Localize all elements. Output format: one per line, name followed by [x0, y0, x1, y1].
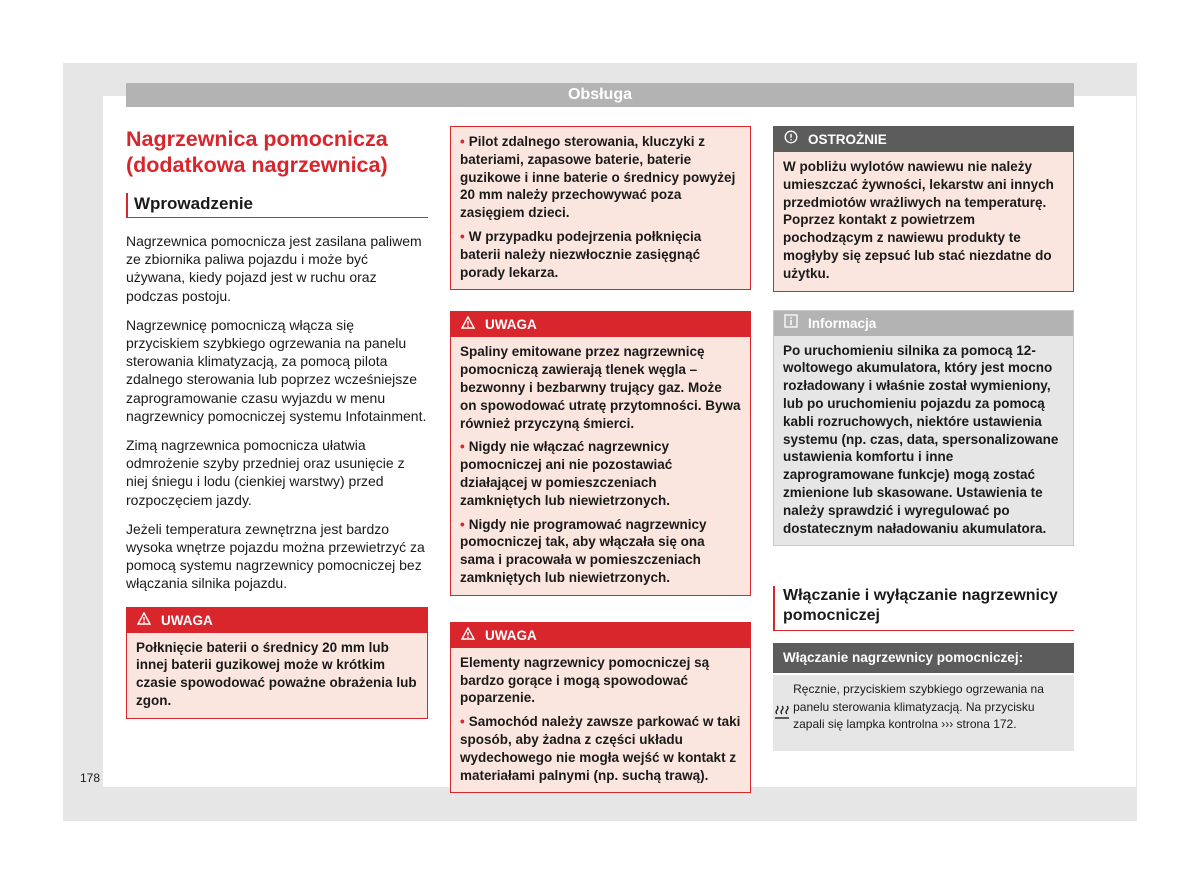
info-label: Informacja — [808, 315, 877, 331]
bullet-icon: • — [460, 714, 465, 730]
page-title: Nagrzewnica pomocnicza (dodatkowa nagrzewnica) — [126, 127, 388, 177]
warning-continued-body — [451, 127, 750, 289]
warning-body — [451, 648, 750, 793]
bullet-item: • Pilot zdalnego sterowania, kluczyki z bateriami, zapasowe baterie, baterie guzikowe i inne baterie o średnicy powyżej 20 mm należy przechowywać poza zasięgiem dzieci. — [460, 134, 736, 221]
paragraph: Zimą nagrzewnica pomocnicza ułatwia odmrożenie szyby przedniej oraz usunięcie z niej śniegu i lodu (cienkiej warstwy) przed rozpoczęciem jazdy. — [126, 437, 405, 508]
paragraph: Nagrzewnica pomocnicza jest zasilana paliwem ze zbiornika paliwa pojazdu i może być używana, kiedy pojazd jest w ruchu oraz podczas postoju. — [126, 233, 422, 304]
column-3 — [773, 126, 1074, 751]
bullet-icon: • — [460, 134, 465, 149]
info-icon — [784, 311, 800, 336]
section-heading-switching: Włączanie i wyłączanie nagrzewnicy pomocniczej — [773, 586, 1074, 631]
info-header — [774, 311, 1073, 336]
warning-triangle-icon — [137, 608, 153, 633]
action-header: Włączanie nagrzewnicy pomocniczej: — [773, 643, 1074, 673]
info-body — [774, 336, 1073, 546]
action-row — [773, 675, 1074, 751]
warning-label: UWAGA — [161, 612, 213, 628]
bullet-item: • Nigdy nie programować nagrzewnicy pomocniczej tak, aby włączała się ona sama i pracowała w pomieszczeniach zamkniętych lub niewietrzonych. — [460, 516, 707, 585]
warning-body — [127, 633, 427, 718]
warning-header — [451, 312, 750, 337]
warning-triangle-icon — [461, 623, 477, 648]
caution-text: W pobliżu wylotów nawiewu nie należy umieszczać żywności, lekarstw ani innych przedmiotów wrażliwych na temperaturę. Poprzez kontakt z powietrzem pochodzącym z nawiewu produkty te mogłyby się zepsuć lub stać niezdatne do użytku. — [783, 159, 1054, 281]
paragraph: Jeżeli temperatura zewnętrzna jest bardzo wysoka wnętrze pojazdu można przewietrzyć za pomocą systemu nagrzewnicy pomocniczej bez włączania silnika pojazdu. — [126, 520, 425, 592]
caution-header — [774, 127, 1073, 152]
warning-box-hot-parts — [450, 622, 751, 794]
caution-box — [773, 126, 1074, 292]
caution-body — [774, 152, 1073, 291]
page-number: 178 — [80, 771, 101, 785]
warning-intro: Spaliny emitowane przez nagrzewnicę pomocniczą zawierają tlenek węgla – bezwonny i bezbarwny trujący gaz. Może on spowodować utratę przytomności. Bywa również przyczyną śmierci. — [460, 344, 741, 431]
heating-icon — [773, 675, 791, 751]
bullet-icon: • — [460, 516, 465, 532]
action-text: Ręcznie, przyciskiem szybkiego ogrzewania na panelu sterowania klimatyzacją. Na przycisku zapali się lampka kontrolna ››› strona 172. — [793, 682, 1044, 732]
warning-text: Połknięcie baterii o średnicy 20 mm lub innej baterii guzikowej może w krótkim czasie spowodować poważne obrażenia lub zgon. — [136, 639, 417, 709]
bullet-icon: • — [460, 228, 465, 244]
warning-label: UWAGA — [485, 627, 537, 643]
warning-box — [126, 607, 428, 719]
caution-label: OSTROŻNIE — [808, 132, 887, 147]
warning-triangle-icon — [461, 312, 477, 337]
bullet-icon: • — [460, 439, 465, 455]
warning-body — [451, 337, 750, 594]
warning-header — [127, 608, 427, 633]
warning-box-exhaust — [450, 311, 751, 595]
column-1 — [126, 126, 428, 736]
column-2 — [450, 126, 751, 810]
info-box — [773, 310, 1074, 547]
paragraph: Nagrzewnicę pomocniczą włącza się przyciskiem szybkiego ogrzewania na panelu sterowania klimatyzacją, za pomocą pilota zdalnego sterowania lub poprzez wcześniejsze zaprogramowanie czasu wyjazdu w menu nagrzewnicy pomocniczej systemu Infotainment. — [126, 316, 427, 424]
bullet-item: • W przypadku podejrzenia połknięcia baterii należy niezwłocznie zasięgnąć porady lekarza. — [460, 228, 702, 280]
warning-header — [451, 623, 750, 648]
warning-intro: Elementy nagrzewnicy pomocniczej są bardzo gorące i mogą spowodować poparzenie. — [460, 654, 710, 706]
warning-label: UWAGA — [485, 317, 537, 333]
section-header: Obsługa — [126, 83, 1074, 107]
section-heading-intro: Wprowadzenie — [126, 193, 428, 218]
bullet-item: • Samochód należy zawsze parkować w taki sposób, aby żadna z części układu wydechowego nie mogła wejść w kontakt z materiałami palnymi (np. suchą trawą). — [460, 714, 741, 783]
info-text: Po uruchomieniu silnika za pomocą 12-woltowego akumulatora, który jest mocno rozładowany i właśnie został wymieniony, lub po uruchomieniu pojazdu za pomocą kabli rozruchowych, niektóre ustawienia systemu (np. czas, data, spersonalizowane ustawienia komfortu i inne zaprogramowane funkcje) mogą zostać zmienione lub skasowane. Ustawienia te należy sprawdzić i wyregulować po dostatecznym naładowaniu akumulatora. — [783, 342, 1059, 536]
exclamation-circle-icon — [784, 127, 800, 152]
warning-continued-box — [450, 126, 751, 290]
bullet-item: • Nigdy nie włączać nagrzewnicy pomocniczej ani nie pozostawiać działającej w pomieszczeniach zamkniętych lub niewietrzonych. — [460, 439, 673, 508]
